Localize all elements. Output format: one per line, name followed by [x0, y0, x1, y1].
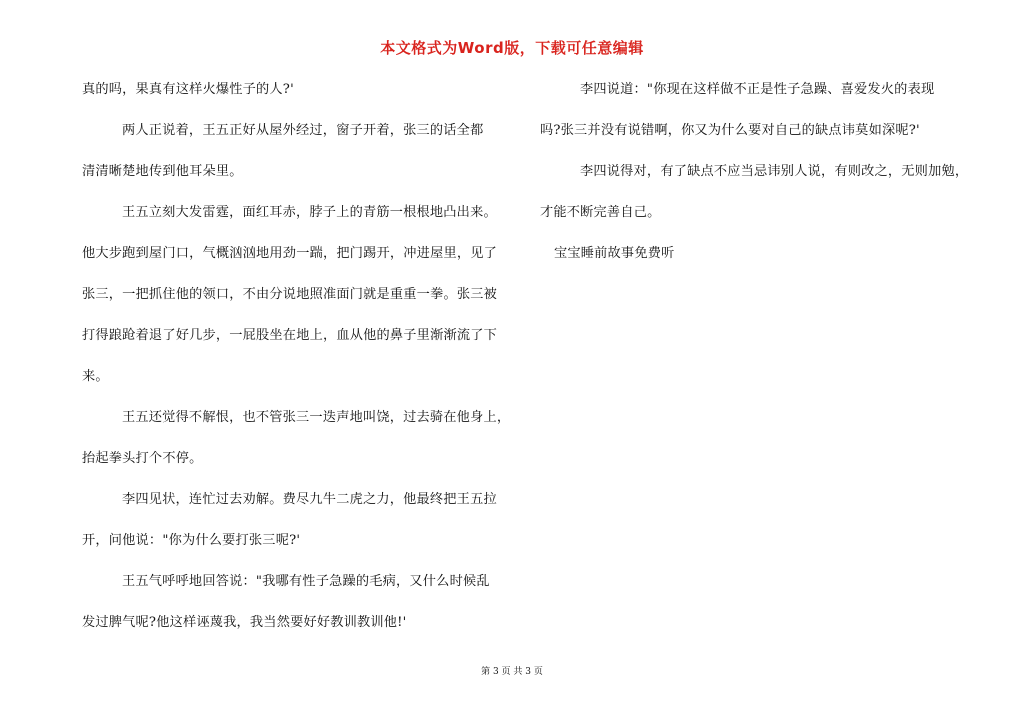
page-footer: 第 3 页 共 3 页 [481, 667, 543, 677]
text-line: 王五气呼呼地回答说："我哪有性子急躁的毛病，又什么时候乱 [122, 574, 490, 589]
text-line: 王五还觉得不解恨，也不管张三一迭声地叫饶，过去骑在他身上， [122, 410, 511, 425]
text-line: 打得踉跄着退了好几步，一屁股坐在地上，血从他的鼻子里渐渐流了下 [82, 328, 498, 343]
text-line: 抬起拳头打个不停。 [82, 451, 203, 466]
text-line: 李四见状，连忙过去劝解。费尽九牛二虎之力，他最终把王五拉 [122, 492, 497, 507]
text-line: 吗?张三并没有说错啊，你又为什么要对自己的缺点讳莫如深呢?' [540, 123, 920, 138]
text-line: 王五立刻大发雷霆，面红耳赤，脖子上的青筋一根根地凸出来。 [122, 205, 497, 220]
left-text-column [82, 80, 522, 654]
text-line: 清清晰楚地传到他耳朵里。 [82, 164, 243, 179]
text-line: 两人正说着，王五正好从屋外经过，窗子开着，张三的话全都 [122, 123, 484, 138]
text-line: 来。 [82, 369, 109, 384]
right-text-column [540, 80, 980, 285]
text-line: 李四说得对，有了缺点不应当忌讳别人说，有则改之，无则加勉， [580, 164, 969, 179]
text-line: 发过脾气呢?他这样诬蔑我，我当然要好好教训教训他!' [82, 615, 407, 630]
text-line: 他大步跑到屋门口，气概汹汹地用劲一踹，把门踢开，冲进屋里，见了 [82, 246, 498, 261]
text-line: 真的吗，果真有这样火爆性子的人?' [82, 82, 294, 97]
text-line: 才能不断完善自己。 [540, 205, 661, 220]
document-banner: 本文格式为Word版，下载可任意编辑 [380, 39, 644, 57]
text-line: 宝宝睡前故事免费听 [554, 246, 675, 261]
text-line: 李四说道："你现在这样做不正是性子急躁、喜爱发火的表现 [580, 82, 935, 97]
text-line: 开，问他说："你为什么要打张三呢?' [82, 533, 301, 548]
text-line: 张三，一把抓住他的领口，不由分说地照准面门就是重重一拳。张三被 [82, 287, 498, 302]
